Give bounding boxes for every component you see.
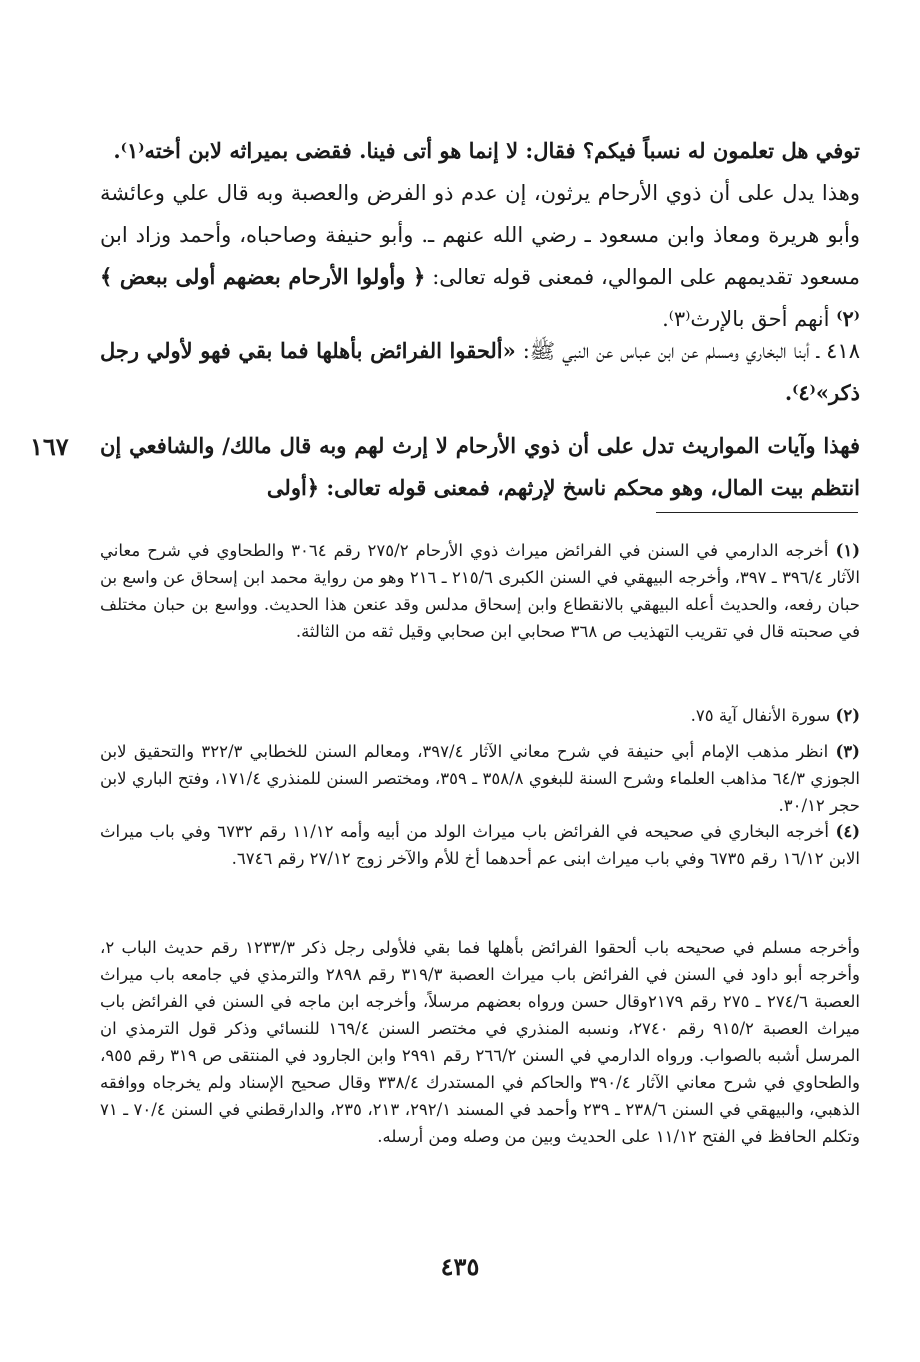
footnote-2 xyxy=(100,702,860,729)
para1-tail: أنهم أحق بالإرث⁽٣⁾. xyxy=(662,307,830,331)
footnote-1-text: أخرجه الدارمي في السنن في الفرائض ميراث ذوي الأرحام ٢٧٥/٢ رقم ٣٠٦٤ والطحاوي في شرح معاني الآثار ٣٩٦/٤ ـ ٣٩٧، وأخرجه البيهقي في السنن الكبرى ٢١٥/٦ ـ ٢١٦ وهو من رواية محمد ابن إسحاق عن واسع بن حبان رفعه، والحديث أعله البيهقي بالانقطاع وابن إسحاق مدلس وقد عنعن هذا الحديث. وواسع بن حبان مختلف في صحبته قال في تقريب التهذيب ص ٣٦٨ صحابي ابن صحابي وقيل ثقه من الثالثة. xyxy=(100,541,861,641)
page-number: ٤٣٥ xyxy=(440,1252,480,1281)
footnote-1-number: (١) xyxy=(835,541,860,560)
para1-opening: توفي هل تعلمون له نسباً فيكم؟ فقال: لا إنما هو أتى فينا. فقضى بميراثه لابن أخته⁽١⁾. xyxy=(113,138,860,163)
footnote-3 xyxy=(100,738,860,819)
quran-verse: ﴿ وأولوا الأرحام بعضهم أولى ببعض ﴾⁽٢⁾ xyxy=(100,264,860,331)
footnote-4 xyxy=(100,818,860,872)
hadith-text: «ألحقوا الفرائض بأهلها فما بقي فهو لأولي رجل ذكر»⁽٤⁾. xyxy=(100,338,860,405)
hadith-chain: ٤١٨ ـ أبنا البخاري ومسلم عن ابن عباس عن النبي ﷺ: xyxy=(522,339,860,363)
margin-manuscript-reference: ١٦٧ xyxy=(30,432,69,461)
footnote-4-continuation: وأخرجه مسلم في صحيحه باب ألحقوا الفرائض بأهلها فما بقي فلأولى رجل ذكر ١٢٣٣/٣ رقم حديث الباب ٢، وأخرجه أبو داود في السنن في الفرائض باب ميراث العصبة ٣١٩/٣ رقم ٢٨٩٨ والترمذي في جامعه باب ميراث العصبة ٢٧٤/٦ ـ ٢٧٥ رقم ٢١٧٩وقال حسن ورواه بعضهم مرسلاً، وأخرجه ابن ماجه في السنن في الفرائض باب ميراث العصبة ٩١٥/٢ رقم ٢٧٤٠، ونسبه المنذري في مختصر السنن ١٦٩/٤ للنسائي وذكر قول الترمذي ان المرسل أشبه بالصواب. ورواه الدارمي في السنن ٢٦٦/٢ رقم ٢٩٩١ وابن الجارود في المنتقى ص ٣١٩ رقم ٩٥٥، والطحاوي في شرح معاني الآثار ٣٩٠/٤ والحاكم في المستدرك ٣٣٨/٤ وقال صحيح الإسناد ولم يخرجاه ووافقه الذهبي، والبيهقي في السنن ٢٣٨/٦ ـ ٢٣٩ وأحمد في المسند ٢٩٢/١، ٢١٣، ٢٣٥، والدارقطني في السنن ٧٠/٤ ـ ٧١ وتكلم الحافظ في الفتح ١١/١٢ على الحديث وبين من وصله ومن أرسله. xyxy=(100,938,861,1146)
main-paragraph-1 xyxy=(100,130,860,340)
para3-text: فهذا وآيات المواريث تدل على أن ذوي الأرحام لا إرث لهم وبه قال مالك/ والشافعي إن انتظم بيت المال، وهو محكم ناسخ لإرثهم، فمعنى قوله تعالى: ﴿أولى xyxy=(100,433,860,500)
footnote-1 xyxy=(100,537,860,645)
main-paragraph-hadith xyxy=(100,330,860,414)
footnote-2-number: (٢) xyxy=(835,706,860,725)
footnote-3-text: انظر مذهب الإمام أبي حنيفة في شرح معاني الآثار ٣٩٧/٤، ومعالم السنن للخطابي ٣٢٢/٣ والتحقيق لابن الجوزي ٦٤/٣ مذاهب العلماء وشرح السنة للبغوي ٣٥٨/٨ ـ ٣٥٩، ومختصر السنن للمنذري ١٧١/٤، وفتح الباري لابن حجر ٣٠/١٢. xyxy=(100,742,861,815)
footnote-2-text: سورة الأنفال آية ٧٥. xyxy=(690,706,831,725)
para1-body: وهذا يدل على أن ذوي الأرحام يرثون، إن عدم ذو الفرض والعصبة وبه قال علي وعائشة وأبو هريرة ومعاذ وابن مسعود ـ رضي الله عنهم ـ. وأبو حنيفة وصاحباه، وأحمد وزاد ابن مسعود تقديمهم على الموالي، فمعنى قوله تعالى: xyxy=(100,181,860,289)
footnote-4-text: أخرجه البخاري في صحيحه في الفرائض باب ميراث الولد من أبيه وأمه ١١/١٢ رقم ٦٧٣٢ وفي باب ميراث الابن ١٦/١٢ رقم ٦٧٣٥ وفي باب ميراث ابنى عم أحدهما أخ للأم والآخر زوج ٢٧/١٢ رقم ٦٧٤٦. xyxy=(100,822,860,868)
main-paragraph-3 xyxy=(100,425,860,509)
footnote-4-number: (٤) xyxy=(835,822,860,841)
footnote-separator xyxy=(656,512,858,513)
footnote-3-number: (٣) xyxy=(835,742,860,761)
